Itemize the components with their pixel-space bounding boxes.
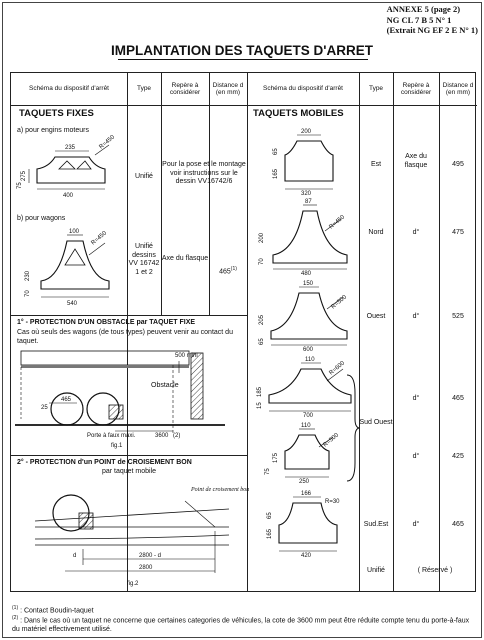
mobile-distance-nord: 475 [452, 229, 464, 236]
dim-label: 165 [273, 168, 279, 179]
col-rule [393, 73, 394, 591]
dim-label: 275 [21, 170, 27, 181]
dim-label: 465 [61, 397, 72, 403]
distance-value: 465 [219, 268, 231, 276]
fig2-croisement-drawing [15, 479, 250, 591]
dim-label: 175 [273, 452, 279, 463]
col-header-schema-right: Schéma du dispositif d'arrêt [262, 85, 343, 93]
col-rule [161, 73, 162, 315]
obstacle-label: Obstacle [151, 382, 179, 389]
mobile-distance-ouest: 525 [452, 313, 464, 320]
col-rule [439, 73, 440, 591]
porte-a-faux-label: Porte à faux maxi. [87, 433, 136, 439]
section2-title: 2° - PROTECTION d'un POINT de CROISEMENT BON [17, 459, 192, 466]
section1-title: 1° - PROTECTION D'UN OBSTACLE par TAQUET FIXE [17, 319, 196, 326]
dim-label: 600 [303, 347, 314, 353]
col-header-repere-right: Repère à considérer [400, 81, 432, 96]
mobile-type-est: Est [370, 161, 382, 168]
sud-ouest-brace [345, 373, 359, 483]
dim-label: 75 [265, 468, 271, 475]
dim-label: R=600 [328, 360, 346, 377]
mobiles-heading: TAQUETS MOBILES [253, 108, 344, 119]
col-header-distance: Distance d (en mm) [212, 81, 244, 96]
dim-label: 75 [17, 182, 23, 189]
col-header-repere: Repère à considérer [169, 81, 201, 96]
dim-label: R=30 [325, 499, 340, 505]
col-header-type-right: Type [368, 85, 384, 93]
col-header-distance-right: Distance d (en mm) [442, 81, 474, 96]
dim-label: 200 [301, 129, 312, 135]
dim-label: 2800 - d [139, 553, 162, 559]
dim-label: R=450 [90, 230, 108, 247]
taquet-fixe-moteur-drawing [17, 134, 123, 203]
dim-label: 65 [273, 148, 279, 155]
dim-label: 185 [257, 386, 263, 397]
fixes-b-distance [209, 265, 247, 277]
dim-label: 420 [301, 553, 312, 559]
col-rule [359, 73, 360, 591]
fixes-a-repere: Pour la pose et le montage voir instructions sur le dessin VV16742/6 [162, 161, 246, 185]
mobile-type-nord: Nord [368, 229, 384, 236]
dim-label: 165 [267, 528, 273, 539]
dim-label: d [73, 553, 77, 559]
mobile-type-unifie: Unifié [367, 567, 385, 574]
document-reference [387, 4, 478, 36]
footnote-text: : Dans le cas où un taquet ne concerne que certaines categories de véhicules, la cote de 3600 mm peut être réduite compte tenu du porte-à-faux du matériel effectivement utilisé. [12, 617, 470, 634]
main-table [10, 72, 476, 592]
taquet-mobile-sud-ouest-2-drawing [251, 423, 357, 483]
taquet-mobile-sud-est-drawing [251, 489, 357, 559]
dim-label: 65 [267, 512, 273, 519]
dim-label: 480 [301, 271, 312, 277]
title-underline [118, 59, 368, 60]
section2-subtitle: par taquet mobile [101, 468, 157, 475]
dim-label: 100 [69, 229, 80, 235]
ng-reference: NG CL 7 B 5 N° 1 [386, 14, 452, 25]
mobile-repere-ouest: d° [412, 313, 420, 320]
col-rule [247, 73, 248, 591]
dim-label: 150 [303, 281, 314, 287]
fixes-a-type: Unifié [135, 173, 153, 180]
fig1-obstacle-drawing [15, 347, 245, 451]
taquet-mobile-nord-drawing [251, 199, 357, 275]
section1-desc: Cas où seuls des wagons (de tous types) peuvent venir au contact du taquet. [17, 329, 233, 345]
dim-label: R=450 [328, 214, 346, 231]
page-title: IMPLANTATION DES TAQUETS D'ARRET [111, 43, 373, 58]
footnote-ref: (1) [230, 266, 237, 272]
mobile-distance-est: 495 [452, 161, 464, 168]
fixes-b-label: b) pour wagons [17, 215, 66, 222]
dim-label: 200 [259, 232, 265, 243]
dim-label: 15 [257, 402, 263, 409]
fixes-b-repere: Axe du flasque [161, 255, 209, 262]
fixes-heading: TAQUETS FIXES [19, 108, 94, 119]
footnote-text: : Contact Boudin-taquet [20, 607, 94, 615]
dim-label: 540 [67, 301, 78, 307]
dim-label: 205 [259, 314, 265, 325]
taquet-mobile-est-drawing [251, 125, 357, 195]
col-rule [209, 73, 210, 315]
mobile-repere-nord: d° [412, 229, 420, 236]
mobile-repere-sud-ouest-1: d° [412, 395, 420, 402]
dim-label: 700 [303, 413, 314, 419]
section-rule [11, 455, 247, 456]
mobile-distance-sud-ouest-1: 465 [452, 395, 464, 402]
mobile-reserve: ( Réservé ) [417, 567, 453, 574]
footnote-mark: (2) [12, 615, 19, 621]
col-header-type: Type [136, 85, 152, 93]
mobile-type-sud-est: Sud.Est [363, 521, 389, 528]
mobile-distance-sud-est: 465 [452, 521, 464, 528]
dim-label: R=500 [330, 294, 348, 311]
dim-label: R=500 [322, 432, 340, 449]
dim-label: 500 mini [175, 353, 198, 359]
fig1-caption: fig.1 [111, 443, 123, 449]
dim-label: 3600 [155, 433, 169, 439]
dim-label: 235 [65, 145, 76, 151]
dim-label: 400 [63, 193, 74, 199]
dim-label: 70 [25, 290, 31, 297]
dim-label: 110 [305, 357, 315, 363]
taquet-mobile-sud-ouest-1-drawing [251, 359, 357, 421]
header-rule [11, 105, 477, 106]
dim-label: 230 [25, 270, 31, 281]
fig2-caption: fig.2 [127, 581, 139, 587]
mobile-repere-sud-est: d° [412, 521, 420, 528]
mobile-repere-est: Axe du flasque [404, 153, 428, 169]
annexe-label: ANNEXE 5 (page 2) [386, 4, 461, 14]
footnote-mark: (1) [12, 605, 19, 611]
taquet-fixe-wagon-drawing [19, 225, 123, 309]
footnote-2 [12, 614, 474, 634]
dim-label: 110 [301, 423, 311, 429]
mobile-type-ouest: Ouest [366, 313, 386, 320]
mobile-repere-sud-ouest-2: d° [412, 453, 420, 460]
dim-label: 87 [305, 199, 312, 205]
dim-label: 65 [259, 338, 265, 345]
taquet-mobile-ouest-drawing [251, 281, 357, 353]
dim-label: 70 [259, 258, 265, 265]
col-header-schema: Schéma du dispositif d'arrêt [28, 85, 109, 93]
footnote-ref: (2) [173, 433, 181, 439]
extrait-reference: (Extrait NG EF 2 E N° 1) [386, 25, 478, 35]
fixes-b-type: Unifié dessins VV 16742 1 et 2 [128, 243, 160, 276]
point-croisement-label: Point de croisement bon [191, 487, 250, 493]
dim-label: 320 [301, 191, 312, 197]
mobile-type-sud-ouest: Sud Ouest [359, 419, 393, 426]
mobile-distance-sud-ouest-2: 425 [452, 453, 464, 460]
dim-label: 250 [299, 479, 310, 485]
dim-label: 166 [301, 491, 312, 497]
dim-label: R=450 [98, 134, 116, 151]
fixes-a-label: a) pour engins moteurs [17, 127, 89, 134]
dim-label: 2800 [139, 565, 153, 571]
dim-label: 25 [41, 405, 48, 411]
section-rule [11, 315, 247, 316]
